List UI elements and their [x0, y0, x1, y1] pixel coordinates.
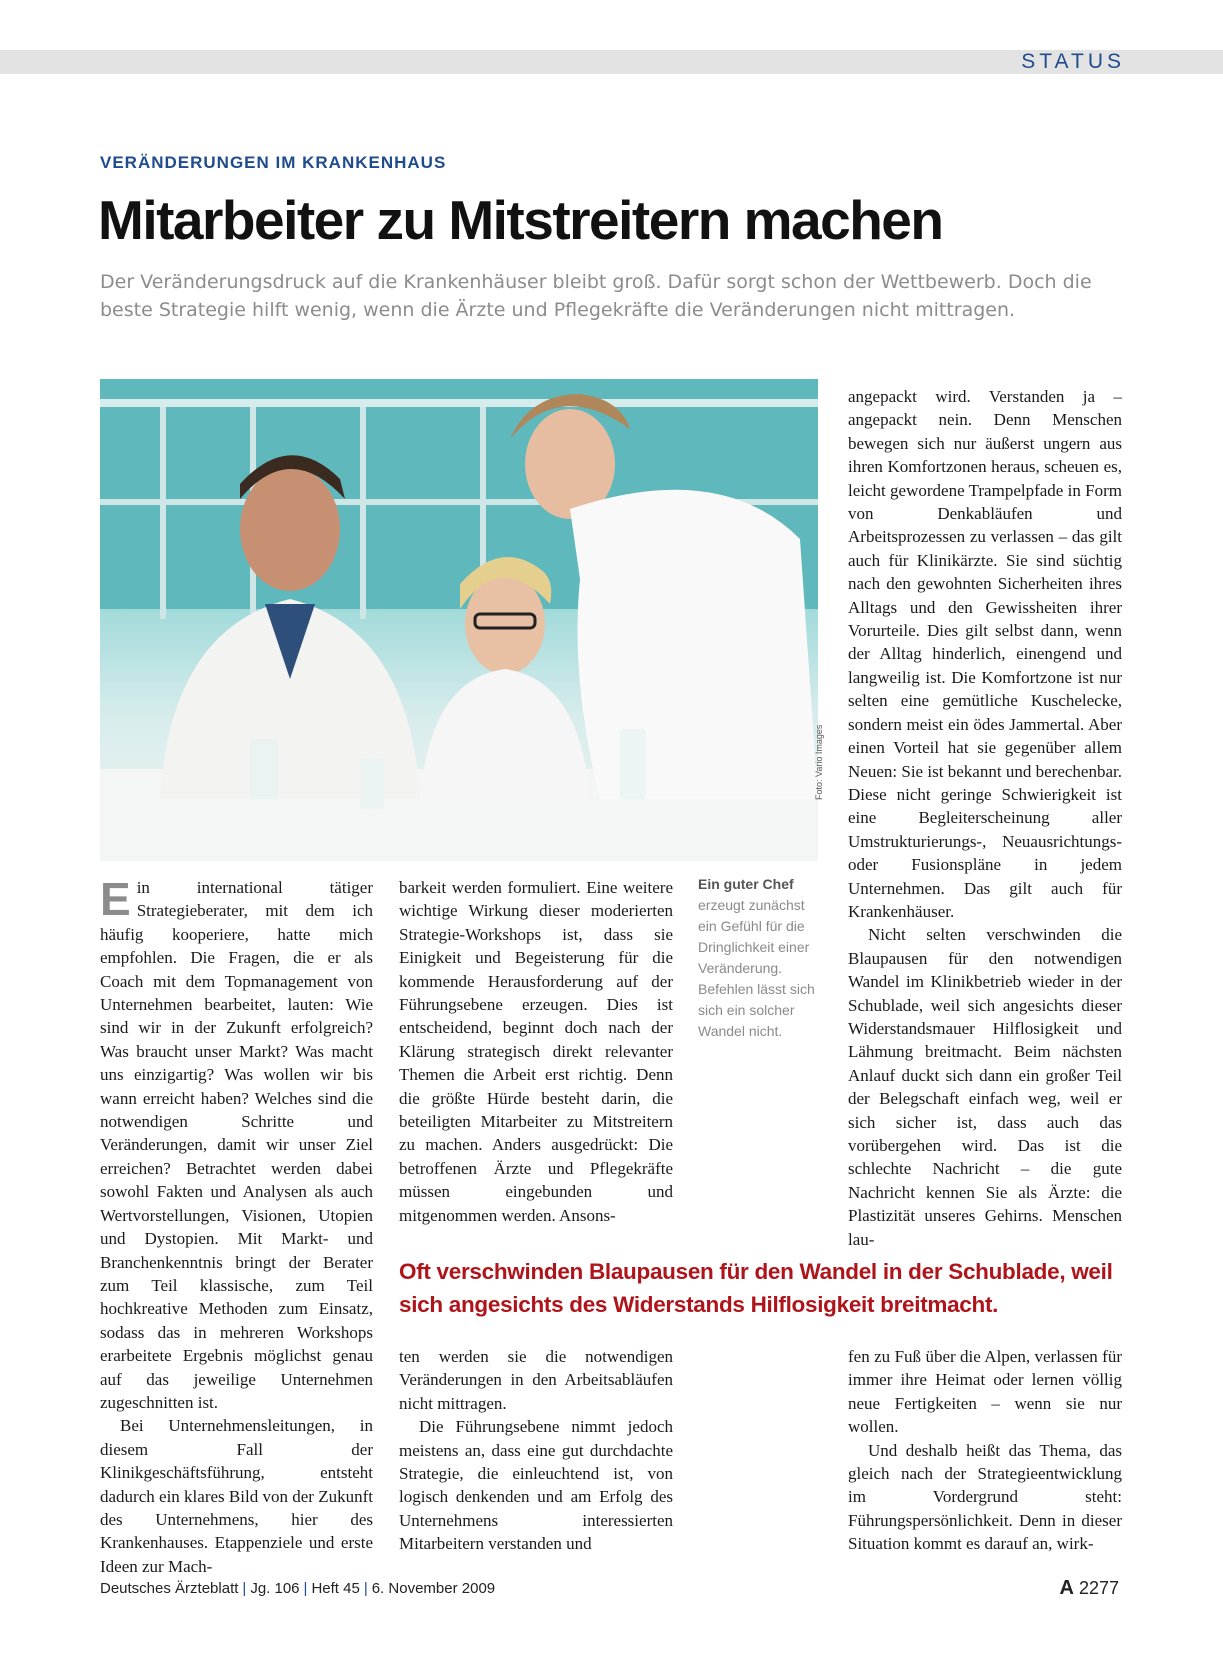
article-kicker: VERÄNDERUNGEN IM KRANKENHAUS — [100, 153, 447, 172]
paragraph: Und deshalb heißt das Thema, das gleich nach der Strategieentwicklung im Vordergrund steht: Führungspersönlichkeit. Denn in dieser Situation kommt es darauf an, wirk- — [848, 1440, 1122, 1554]
photo-credit: Foto: Vario Images — [814, 724, 824, 800]
article-column-1 — [100, 873, 373, 1578]
paragraph: Die Führungsebene nimmt jedoch meistens an, dass eine gut durchdachte Strategie, die einleuchtend ist, von logisch denkenden und am Erfolg des Unternehmens interessierten Mitarbeitern verstanden und — [399, 1417, 673, 1554]
article-column-3 — [848, 385, 1122, 1251]
issue-date: 6. November 2009 — [371, 1580, 496, 1597]
paragraph: in international tätiger Strategieberater, mit dem ich häufig kooperiere, hatte mich empfohlen. Die Fragen, die er als Coach mit dem Topmanagement von Unternehmen bearbeitet, lauten: Wie sind wir in der Zukunft erfolgreich? Was braucht unser Markt? Was macht uns einzigartig? Was wollen wir bis wann erreicht haben? Welches sind die notwendigen Schritte und Veränderungen, damit wir unser Ziel erreichen? Betrachtet werden dabei sowohl Fakten und Analysen als auch Wertvorstellungen, Visionen, Utopien und Dystopien. Mit Markt- und Branchenkenntnis bringt der Berater zum Teil klassische, zum Teil hochkreative Methoden zum Einsatz, sodass das in mehreren Workshops erarbeitete Ergebnis möglichst genau auf das jeweilige Unternehmen zugeschnitten ist. — [100, 878, 373, 1412]
article-column-2 — [399, 876, 673, 1227]
pull-quote: Oft verschwinden Blaupausen für den Wandel in der Schublade, weil sich angesichts des Widerstands Hilflosigkeit breitmacht. — [399, 1259, 1113, 1317]
volume: Jg. 106 — [250, 1580, 300, 1597]
page-number-value: 2277 — [1078, 1578, 1119, 1598]
article-column-3-continued — [848, 1345, 1122, 1556]
section-label: STATUS — [1021, 50, 1125, 73]
paragraph: Bei Unternehmensleitungen, in diesem Fall der Klinikgeschäftsführung, entsteht dadurch ein klares Bild von der Zukunft des Unternehmens, hier des Krankenhauses. Etappenziele und erste Ideen zur Mach- — [100, 1416, 373, 1576]
article-photo — [100, 379, 818, 861]
paragraph: ten werden sie die notwendigen Veränderungen in den Arbeitsabläufen nicht mittragen. — [399, 1347, 673, 1413]
journal-name: Deutsches Ärzteblatt — [100, 1580, 239, 1597]
caption-text: erzeugt zunächst ein Gefühl für die Dringlichkeit einer Veränderung. Befehlen lässt sich sich ein solcher Wandel nicht. — [698, 897, 815, 1039]
article-column-2-continued — [399, 1345, 673, 1556]
caption-head: Ein guter Chef — [698, 876, 794, 892]
paragraph: fen zu Fuß über die Alpen, verlassen für immer ihre Heimat oder lernen völlig neue Fertigkeiten – wenn sie nur wollen. — [848, 1347, 1122, 1437]
article-title: Mitarbeiter zu Mitstreitern machen — [98, 189, 943, 251]
drop-cap: E — [100, 873, 131, 925]
issue: Heft 45 — [311, 1580, 360, 1597]
page-number — [1059, 1577, 1119, 1600]
article-lead: Der Veränderungsdruck auf die Krankenhäuser bleibt groß. Dafür sorgt schon der Wettbewerb. Doch die beste Strategie hilft wenig, wenn die Ärzte und Pflegekräfte die Veränderungen nicht mittragen. — [100, 271, 1092, 321]
doctors-illustration — [100, 379, 818, 861]
page-footer: Deutsches Ärzteblatt | Jg. 106 | Heft 45 | 6. November 2009 — [100, 1580, 496, 1597]
photo-caption — [698, 874, 818, 1042]
paragraph: Nicht selten verschwinden die Blaupausen für den notwendigen Wandel im Klinikbetrieb wieder in der Schublade, weil sich angesichts dieser Widerstandsmauer Hilflosigkeit und Lähmung breitmacht. Beim nächsten Anlauf duckt sich dann ein großer Teil der Belegschaft einfach weg, weil er sich sicher ist, dass auch das vorübergehen wird. Das ist die schlechte Nachricht – die gute Nachricht kennen Sie als Ärzte: die Plastizität unseres Gehirns. Menschen lau- — [848, 925, 1122, 1249]
paragraph: barkeit werden formuliert. Eine weitere wichtige Wirkung dieser moderierten Strategie-Workshops ist, dass sie Einigkeit und Begeisterung für die kommende Herausforderung auf der Führungsebene erzeugen. Dies ist entscheidend, beginnt doch nach der Klärung strategisch direkt relevanter Themen die Arbeit erst richtig. Denn die größte Hürde besteht darin, die beteiligten Mitarbeiter zu Mitstreitern zu machen. Anders ausgedrückt: Die betroffenen Ärzte und Pflegekräfte müssen eingebunden und mitgenommen werden. Ansons- — [399, 878, 673, 1225]
paragraph: angepackt wird. Verstanden ja – angepackt nein. Denn Menschen bewegen sich nur äußerst ungern aus ihren Komfortzonen heraus, scheuen es, leicht gewordene Trampelpfade in Form von Denkabläufen und Arbeitsprozessen zu verlassen – das gilt auch für Klinikärzte. Sie sind süchtig nach den gewohnten Sicherheiten ihres Alltags und den Gewissheiten ihrer Vorurteile. Dies gilt selbst dann, wenn der Alltag hinderlich, einengend und langweilig ist. Die Komfortzone ist nur selten eine gemütliche Kuschelecke, sondern meist ein ödes Jammertal. Aber einen Vorteil hat sie gegenüber allem Neuen: Sie ist bekannt und berechenbar. Diese nicht geringe Schwierigkeit ist eine Begleiterscheinung aller Umstrukturierungs-, Neuausrichtungs- oder Fusionspläne in jedem Unternehmen. Das gilt auch für Krankenhäuser. — [848, 387, 1122, 921]
page-prefix: A — [1059, 1577, 1074, 1599]
